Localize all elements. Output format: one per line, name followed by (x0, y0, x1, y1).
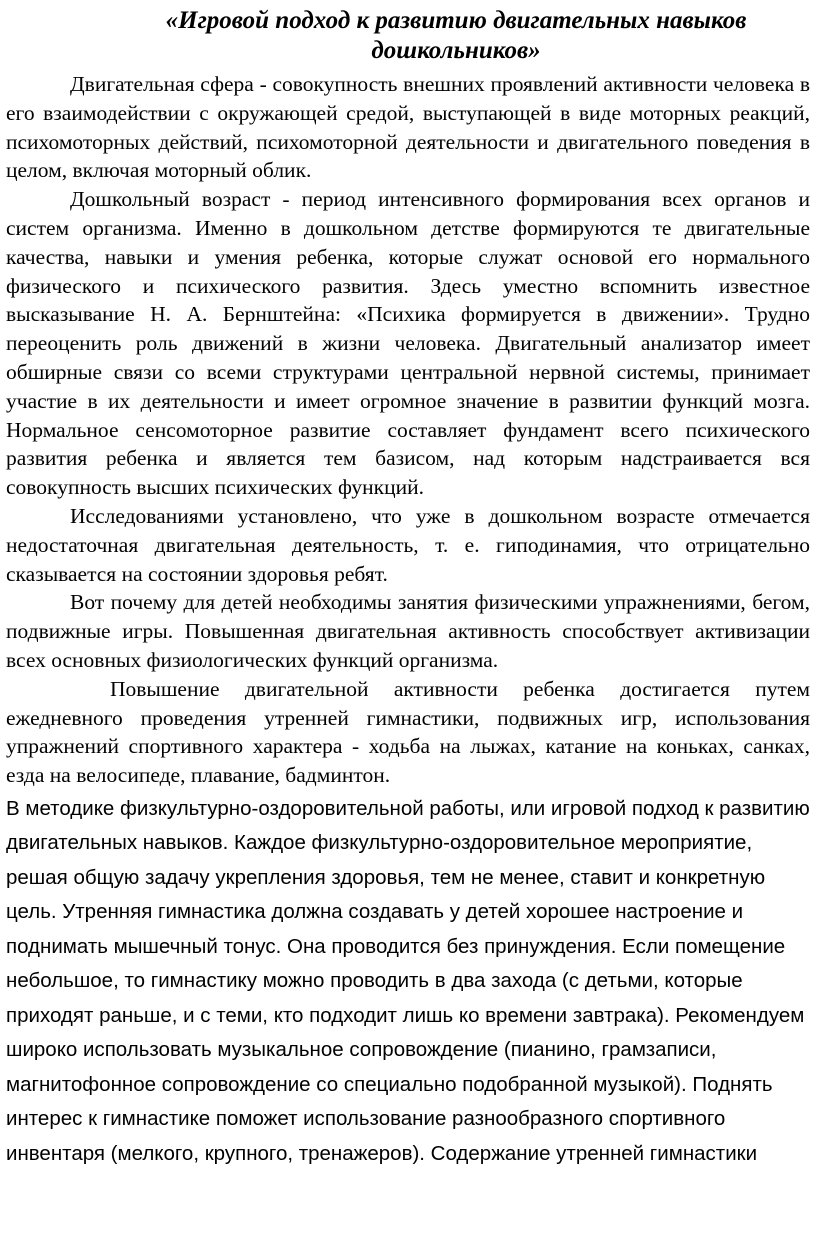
document-title: «Игровой подход к развитию двигательных навыков дошкольников» (165, 7, 747, 64)
paragraph-exercise-need: Вот почему для детей необходимы занятия физическими упражнениями, бегом, подвижные игры. Повышенная двигательная активность способствует активизации всех основных физиологических функций организма. (6, 590, 810, 672)
serif-body (6, 70, 810, 790)
paragraph-motor-sphere: Двигательная сфера - совокупность внешних проявлений активности человека в его взаимодействии с окружающей средой, выступающей в виде моторных реакций, психомоторных действий, психомоторной деятельности и двигательного поведения в целом, включая моторный облик. (6, 72, 810, 183)
sans-body (6, 792, 810, 1172)
paragraph-research: Исследованиями установлено, что уже в дошкольном возрасте отмечается недостаточная двигательная деятельность, т. е. гиподинамия, что отрицательно сказывается на состоянии здоровья ребят. (6, 503, 810, 586)
paragraph-methodology: В методике физкультурно-оздоровительной работы, или игровой подход к развитию двигательных навыков. Каждое физкультурно-оздоровительное мероприятие, решая общую задачу укрепления здоровья, тем не менее, ставит и конкретную цель. Утренняя гимнастика должна создавать у детей хорошее настроение и поднимать мышечный тонус. Она проводится без принуждения. Если помещение небольшое, то гимнастику можно проводить в два захода (с детьми, которые приходят раньше, и с теми, кто подходит лишь ко времени завтрака). Рекомендуем широко использовать музыкальное сопровождение (пианино, грамзаписи, магнитофонное сопровождение со специально подобранной музыкой). Поднять интерес к гимнастике поможет использование разнообразного спортивного инвентаря (мелкого, крупного, тренажеров). Содержание утренней гимнастики (6, 796, 810, 1165)
paragraph-activity-increase: Повышение двигательной активности ребенка достигается путем ежедневного проведения утренней гимнастики, подвижных игр, использования упражнений спортивного характера - ходьба на лыжах, катание на коньках, санках, езда на велосипеде, плавание, бадминтон. (6, 676, 810, 788)
paragraph-preschool-age: Дошкольный возраст - период интенсивного формирования всех органов и систем организма. Именно в дошкольном детстве формируются те двигательные качества, навыки и умения ребенка, которые служат основой его нормального физического и психического развития. Здесь уместно вспомнить известное высказывание Н. А. Бернштейна: «Психика формируется в движении». Трудно переоценить роль движений в жизни человека. Двигательный анализатор имеет обширные связи со всеми структурами центральной нервной системы, принимает участие в их деятельности и имеет огромное значение в развитии функций мозга. Нормальное сенсомоторное развитие составляет фундамент всего психического развития ребенка и является тем базисом, над которым надстраивается вся совокупность высших психических функций. (6, 187, 810, 500)
